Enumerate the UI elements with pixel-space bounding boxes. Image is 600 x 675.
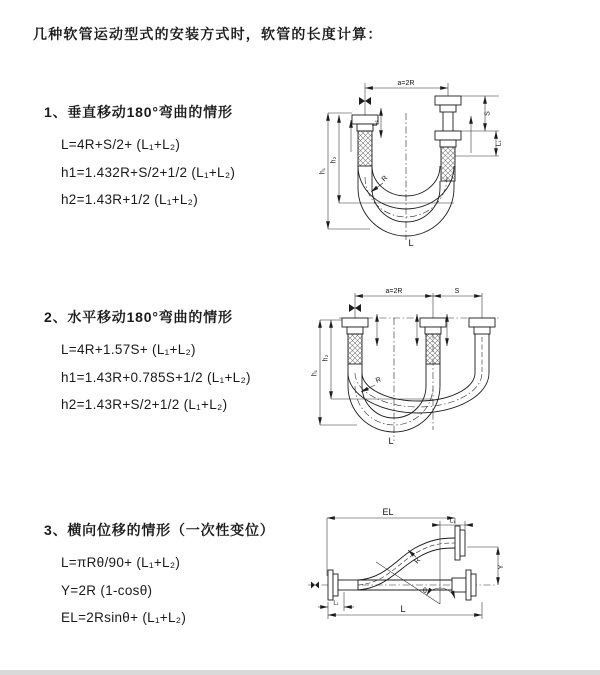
dim-l-label: L (400, 604, 406, 614)
formula-y: Y=2R (1-cosθ) (61, 582, 153, 598)
dim-h1-label: h₁ (311, 369, 319, 377)
displaced-flange (455, 526, 465, 560)
dim-el (327, 507, 455, 576)
dim-a2r-label: a=2R (385, 288, 403, 295)
radius-label: R (380, 174, 390, 184)
diagram-horizontal-180-bend (305, 278, 595, 478)
formula-l: L=4R+S/2+ (L₁+L₂) (61, 137, 181, 152)
dim-s (455, 96, 503, 156)
section-3-formulas (61, 549, 275, 632)
formula-h2: h2=1.43R+S/2+1/2 (L₁+L₂) (61, 397, 228, 412)
dim-h1-label: h₁ (319, 167, 327, 175)
dim-l (328, 602, 482, 619)
dim-l1-left-label: L₁ (333, 600, 339, 607)
dim-a2r (355, 288, 433, 296)
dim-a2r (365, 80, 448, 88)
radius-label: R (413, 556, 423, 566)
length-label: L (388, 436, 394, 446)
formula-h2: h2=1.43R+1/2 (L₁+L₂) (61, 192, 199, 207)
formula-h1: h1=1.43R+0.785S+1/2 (L₁+L₂) (61, 369, 251, 385)
section-1-formulas (61, 131, 235, 214)
radius-callout (371, 175, 389, 192)
dim-h2-label: h₂ (330, 156, 338, 164)
page-bottom-edge (0, 670, 600, 675)
dim-l1-left-label: L₁ (372, 119, 379, 127)
right-pipe-fitting (469, 318, 495, 334)
dim-h2-label: h₂ (322, 354, 330, 362)
dim-l1-top-label: L₁ (449, 518, 456, 525)
dim-l1-left (372, 108, 381, 138)
diagram-vertical-180-bend (308, 68, 590, 268)
dim-y-label: Y (498, 564, 505, 570)
right-flange (452, 570, 476, 600)
formula-el: EL=2Rsinθ+ (L₁+L₂) (61, 610, 187, 625)
radius-callout (361, 376, 382, 392)
dim-s (433, 288, 482, 296)
section-2-heading: 2、水平移动180°弯曲的情形 (44, 309, 233, 325)
dim-l1-top (432, 519, 473, 530)
diagram-lateral-displacement (300, 498, 600, 668)
dim-s-label: S (484, 111, 492, 116)
section-vertical-180 (44, 102, 235, 214)
left-flange (328, 570, 358, 600)
section-2-formulas (61, 336, 251, 419)
theta-label: θ (423, 588, 427, 595)
dim-el-label: EL (382, 507, 394, 517)
page-title: 几种软管运动型式的安装方式时，软管的长度计算： (33, 26, 383, 42)
fixed-point-icon (311, 582, 319, 589)
radius-label: R (374, 376, 383, 385)
dim-a2r-label: a=2R (397, 80, 415, 87)
formula-l: L=πRθ/90+ (L₁+L₂) (61, 555, 181, 570)
formula-l: L=4R+1.57S+ (L₁+L₂) (61, 342, 196, 357)
mid-pipe-fitting (420, 318, 446, 364)
right-pipe-fitting (435, 96, 461, 181)
dim-s-label: S (454, 288, 460, 295)
section-horizontal-180 (44, 307, 251, 419)
section-3-heading: 3、横向位移的情形（一次性变位） (44, 522, 275, 538)
dim-h2 (323, 320, 434, 399)
hose-u-curves (348, 334, 489, 432)
section-1-heading: 1、垂直移动180°弯曲的情形 (44, 104, 233, 120)
dim-h2 (331, 115, 455, 203)
section-lateral-displacement (44, 520, 275, 632)
formula-h1: h1=1.432R+S/2+1/2 (L₁+L₂) (61, 164, 236, 180)
left-pipe-fitting (342, 318, 368, 364)
length-label: L (408, 238, 414, 248)
dim-l1-right-label: L₁ (495, 140, 503, 147)
